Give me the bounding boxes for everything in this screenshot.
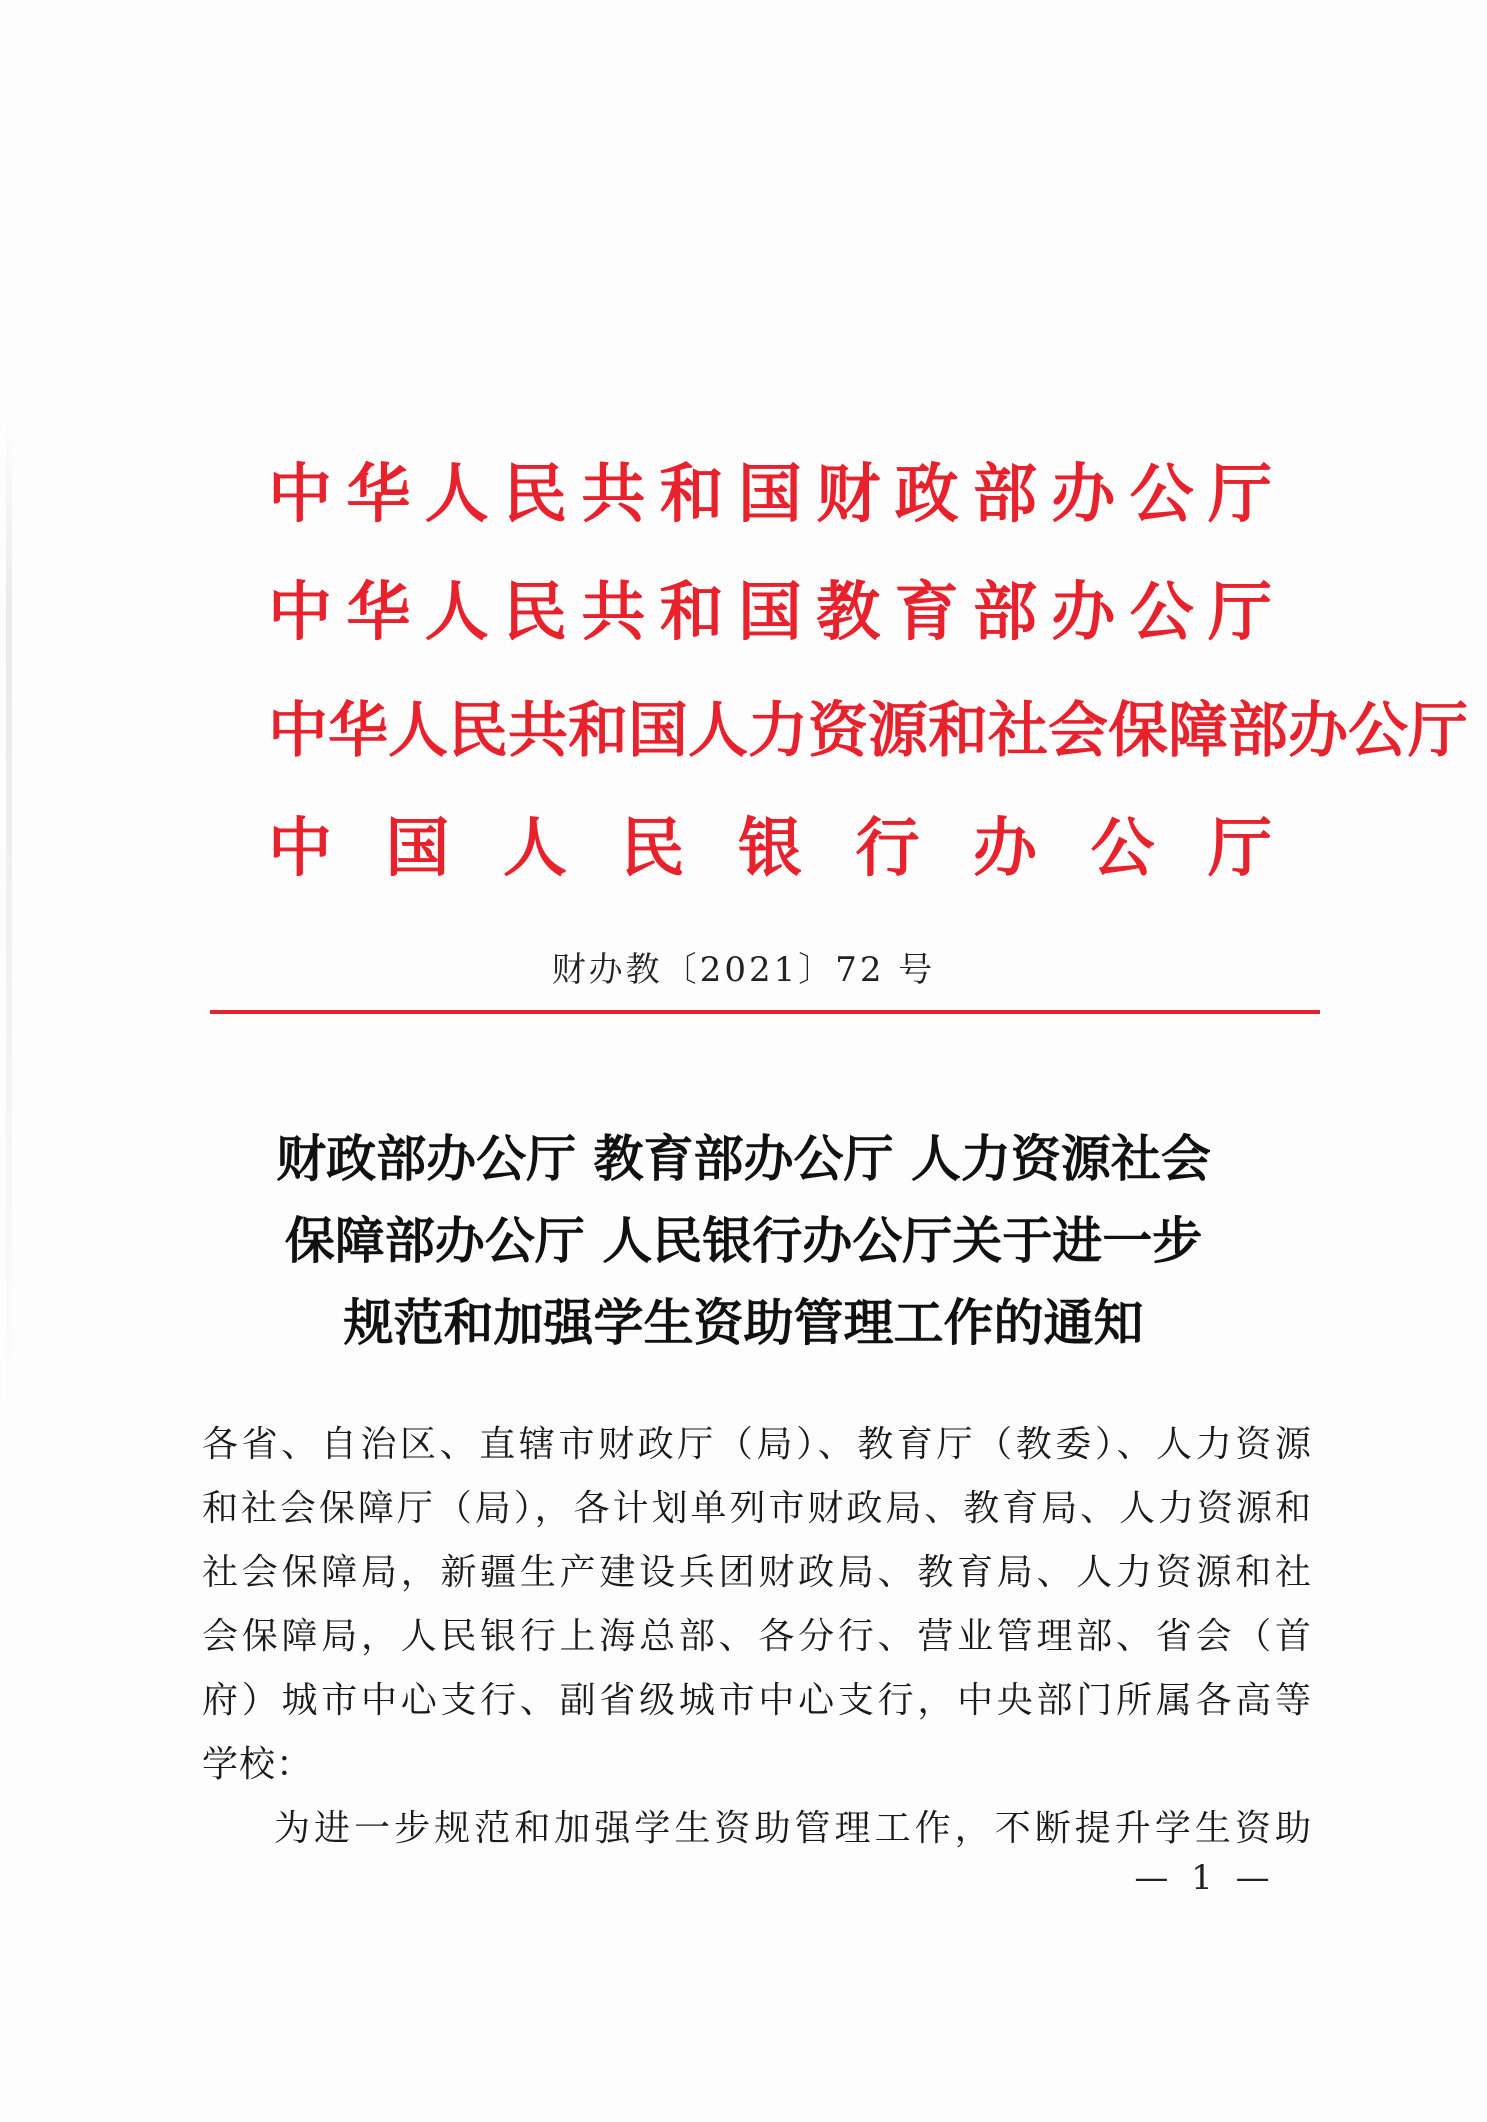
issuer-char: 政 <box>894 458 959 532</box>
issuer-char: 行 <box>855 812 920 886</box>
issuer-char: 民 <box>502 458 567 532</box>
issuer-char: 中 <box>268 458 332 532</box>
issuer-char: 国 <box>737 458 802 532</box>
addressee-line: 各省、自治区、直辖市财政厅（局）、教育厅（教委）、人力资源 <box>202 1424 1312 1465</box>
addressee-line: 社会保障局，新疆生产建设兵团财政局、教育局、人力资源和社 <box>202 1552 1312 1593</box>
issuer-char: 厅 <box>1207 458 1272 532</box>
issuer-char: 华 <box>346 458 411 532</box>
issuer-char: 办 <box>1051 576 1116 650</box>
issuer-char: 华 <box>346 576 411 650</box>
issuer-char: 障 <box>1168 696 1228 766</box>
issuer-char: 源 <box>868 696 928 766</box>
issuer-char: 人 <box>424 576 489 650</box>
issuer-char: 厅 <box>1408 696 1468 766</box>
issuer-char: 力 <box>748 696 808 766</box>
issuer-char: 公 <box>1090 812 1155 886</box>
issuer-char: 育 <box>894 576 959 650</box>
issuer-char: 厅 <box>1207 576 1272 650</box>
issuer-char: 财 <box>816 458 881 532</box>
issuer-char: 办 <box>1288 696 1348 766</box>
addressee-line: 和社会保障厅（局），各计划单列市财政局、教育局、人力资源和 <box>202 1488 1312 1529</box>
document-title-line-2: 保障部办公厅 人民银行办公厅关于进一步 <box>284 1212 1203 1270</box>
body-paragraph <box>202 1797 1312 1861</box>
issuer-line-pboc <box>268 804 1272 894</box>
issuer-char: 办 <box>1051 458 1116 532</box>
issuer-char: 和 <box>659 576 724 650</box>
issuer-char: 人 <box>688 696 748 766</box>
document-number: 财办教〔2021〕72 号 <box>551 950 936 990</box>
issuer-char: 华 <box>328 696 388 766</box>
issuer-char: 民 <box>448 696 508 766</box>
issuer-char: 部 <box>972 458 1037 532</box>
issuer-char: 社 <box>988 696 1048 766</box>
addressee-line: 会保障局，人民银行上海总部、各分行、营业管理部、省会（首 <box>202 1616 1312 1657</box>
issuer-line-finance <box>268 450 1272 540</box>
paragraph-line: 为进一步规范和加强学生资助管理工作，不断提升学生资助 <box>274 1808 1312 1849</box>
issuer-char: 保 <box>1108 696 1168 766</box>
issuer-char: 部 <box>972 576 1037 650</box>
issuer-char: 公 <box>1129 458 1194 532</box>
issuer-char: 教 <box>816 576 881 650</box>
issuer-char: 人 <box>424 458 489 532</box>
issuer-char: 国 <box>737 576 802 650</box>
issuer-char: 办 <box>973 812 1037 886</box>
issuer-char: 共 <box>508 696 568 766</box>
issuer-char: 中 <box>268 696 328 766</box>
document-title-line-3: 规范和加强学生资助管理工作的通知 <box>343 1294 1144 1352</box>
addressee-line: 学校： <box>202 1744 314 1785</box>
issuer-char: 和 <box>928 696 988 766</box>
red-separator-line <box>210 1010 1320 1014</box>
issuer-char: 和 <box>568 696 628 766</box>
issuer-char: 国 <box>385 812 450 886</box>
issuer-char: 部 <box>1228 696 1288 766</box>
issuer-line-education <box>268 568 1272 658</box>
issuer-char: 和 <box>659 458 724 532</box>
issuer-char: 银 <box>738 812 802 886</box>
issuer-char: 共 <box>581 576 646 650</box>
issuer-char: 民 <box>502 576 567 650</box>
issuer-line-hrss <box>268 686 1468 776</box>
document-title-line-1: 财政部办公厅 教育部办公厅 人力资源社会 <box>276 1130 1211 1188</box>
issuer-char: 人 <box>388 696 448 766</box>
issuer-char: 公 <box>1348 696 1408 766</box>
issuer-char: 中 <box>268 812 332 886</box>
addressee-line: 府）城市中心支行、副省级城市中心支行，中央部门所属各高等 <box>202 1680 1312 1721</box>
issuer-char: 中 <box>268 576 332 650</box>
issuer-char: 人 <box>503 812 567 886</box>
scan-shadow <box>6 420 12 1420</box>
page-number: — 1 — <box>1134 1858 1276 1898</box>
issuer-char: 资 <box>808 696 868 766</box>
issuer-char: 公 <box>1129 576 1194 650</box>
issuer-char: 厅 <box>1208 812 1272 886</box>
issuer-char: 民 <box>620 812 685 886</box>
issuer-char: 会 <box>1048 696 1108 766</box>
issuer-char: 共 <box>581 458 646 532</box>
issuer-char: 国 <box>628 696 688 766</box>
addressee-block <box>202 1413 1312 1797</box>
